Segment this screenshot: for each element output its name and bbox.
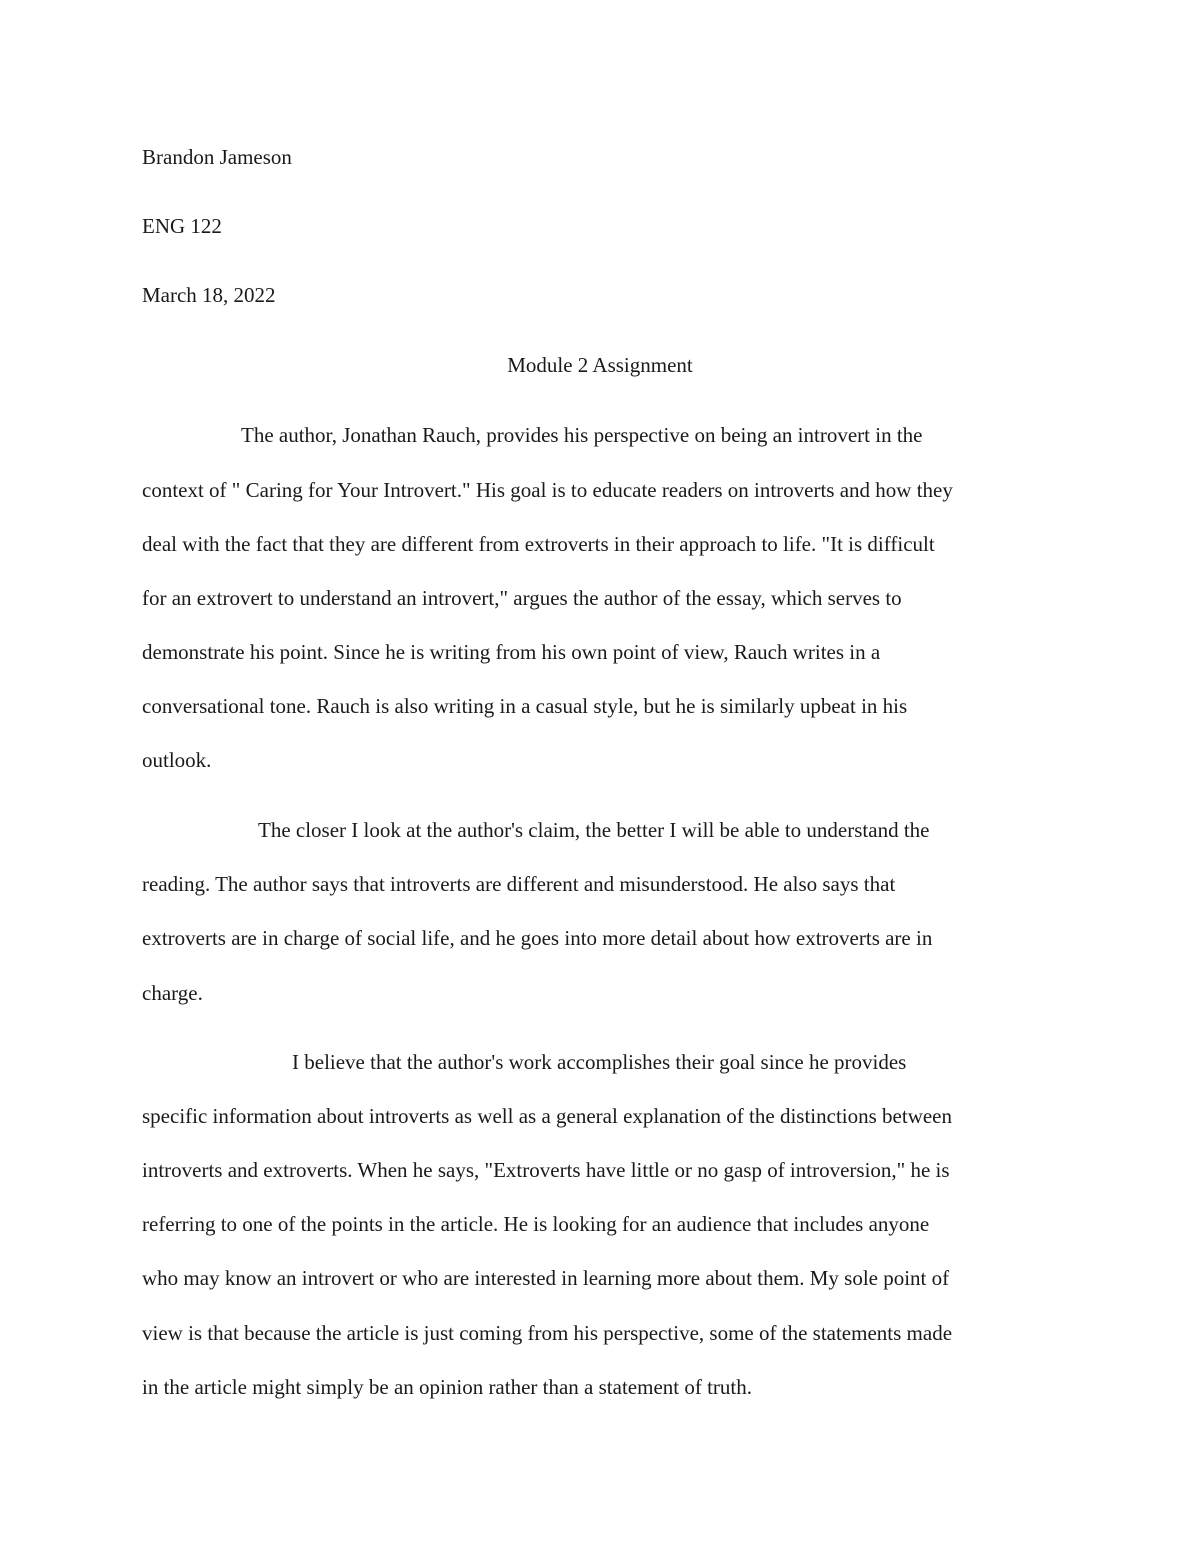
paragraph-line: specific information about introverts as well as a general explanation of the distinctions between [142,1104,952,1128]
paragraph-line: extroverts are in charge of social life, and he goes into more detail about how extroverts are in [142,926,933,950]
course-code: ENG 122 [142,214,222,238]
paragraph-line: reading. The author says that introverts are different and misunderstood. He also says that [142,872,896,896]
paragraph-line: conversational tone. Rauch is also writing in a casual style, but he is similarly upbeat in his [142,694,908,718]
paragraph-line: I believe that the author's work accomplishes their goal since he provides [292,1050,907,1074]
paragraph-line: demonstrate his point. Since he is writing from his own point of view, Rauch writes in a [142,640,881,664]
author-name: Brandon Jameson [142,145,292,169]
paragraph-line: deal with the fact that they are different from extroverts in their approach to life. "It is difficult [142,532,935,556]
paragraph-line: The author, Jonathan Rauch, provides his perspective on being an introvert in the [241,423,923,447]
paragraph-line: view is that because the article is just coming from his perspective, some of the statements made [142,1321,953,1345]
paragraph-line: introverts and extroverts. When he says, "Extroverts have little or no gasp of introversion," he is [142,1158,950,1182]
paragraph-line: The closer I look at the author's claim, the better I will be able to understand the [258,818,930,842]
paragraph-line: context of " Caring for Your Introvert." His goal is to educate readers on introverts and how they [142,478,953,502]
paragraph-line: for an extrovert to understand an introvert," argues the author of the essay, which serves to [142,586,902,610]
paragraph-line: in the article might simply be an opinion rather than a statement of truth. [142,1375,753,1399]
paragraph-line: referring to one of the points in the article. He is looking for an audience that includes anyone [142,1212,930,1236]
paragraph-line: charge. [142,981,203,1005]
paragraph-line: who may know an introvert or who are interested in learning more about them. My sole point of [142,1266,950,1290]
document-date: March 18, 2022 [142,283,276,307]
document-title: Module 2 Assignment [507,353,693,377]
paragraph-line: outlook. [142,748,212,772]
